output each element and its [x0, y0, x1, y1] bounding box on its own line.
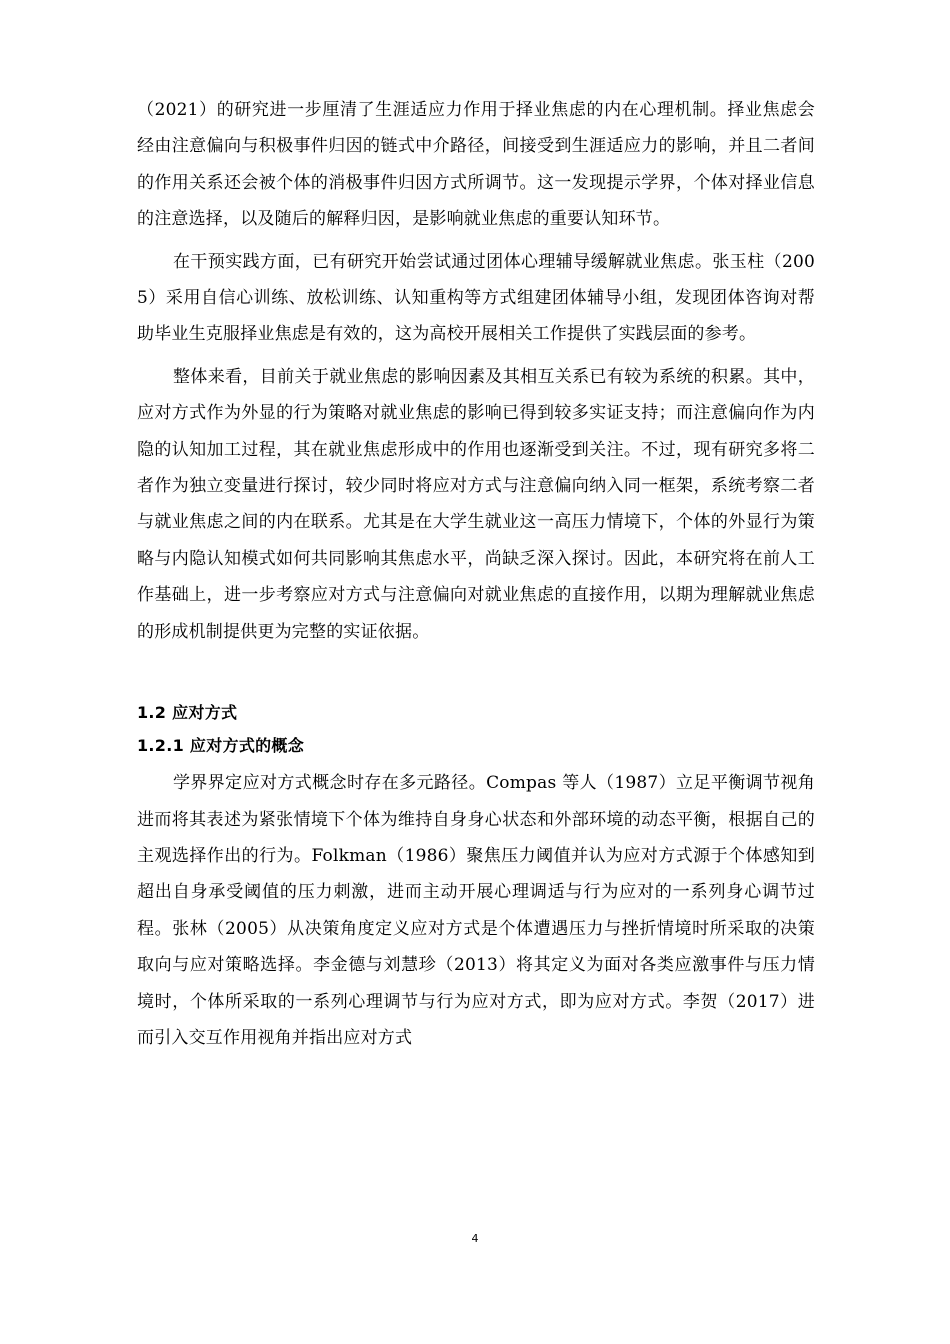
paragraph-career-adaptability: （2021）的研究进一步厘清了生涯适应力作用于择业焦虑的内在心理机制。择业焦虑会经由注意偏向与积极事件归因的链式中介路径，间接受到生涯适应力的影响，并且二者间的作用关系还会被个体的消极事件归因方式所调节。这一发现提示学界，个体对择业信息的注意选择，以及随后的解释归因，是影响就业焦虑的重要认知环节。: [137, 100, 815, 230]
paragraph-intervention-practice: 在干预实践方面，已有研究开始尝试通过团体心理辅导缓解就业焦虑。张玉柱（2005）采用自信心训练、放松训练、认知重构等方式组建团体辅导小组，发现团体咨询对帮助毕业生克服择业焦虑是有效的，这为高校开展相关工作提供了实践层面的参考。: [137, 251, 815, 345]
page-number: 4: [471, 1232, 479, 1245]
page-body: [137, 92, 815, 1056]
paragraph-overall-review: 整体来看，目前关于就业焦虑的影响因素及其相互关系已有较为系统的积累。其中，应对方式作为外显的行为策略对就业焦虑的影响已得到较多实证支持；而注意偏向作为内隐的认知加工过程，其在就业焦虑形成中的作用也逐渐受到关注。不过，现有研究多将二者作为独立变量进行探讨，较少同时将应对方式与注意偏向纳入同一框架，系统考察二者与就业焦虑之间的内在联系。尤其是在大学生就业这一高压力情境下，个体的外显行为策略与内隐认知模式如何共同影响其焦虑水平，尚缺乏深入探讨。因此，本研究将在前人工作基础上，进一步考察应对方式与注意偏向对就业焦虑的直接作用，以期为理解就业焦虑的形成机制提供更为完整的实证依据。: [137, 366, 815, 642]
paragraph-coping-concept: 学界界定应对方式概念时存在多元路径。Compas 等人（1987）立足平衡调节视角进而将其表述为紧张情境下个体为维持自身身心状态和外部环境的动态平衡，根据自己的主观选择作出的行为。Folkman（1986）聚焦压力阈值并认为应对方式源于个体感知到超出自身承受阈值的压力刺激，进而主动开展心理调适与行为应对的一系列身心调节过程。张林（2005）从决策角度定义应对方式是个体遭遇压力与挫折情境时所采取的决策取向与应对策略选择。李金德与刘慧珍（2013）将其定义为面对各类应激事件与压力情境时，个体所采取的一系列心理调节与行为应对方式，即为应对方式。李贺（2017）进而引入交互作用视角并指出应对方式: [137, 773, 815, 1048]
section-spacer: [137, 650, 815, 696]
section-heading: 1.2 应对方式: [137, 703, 238, 723]
subsection-heading: 1.2.1 应对方式的概念: [137, 736, 305, 756]
